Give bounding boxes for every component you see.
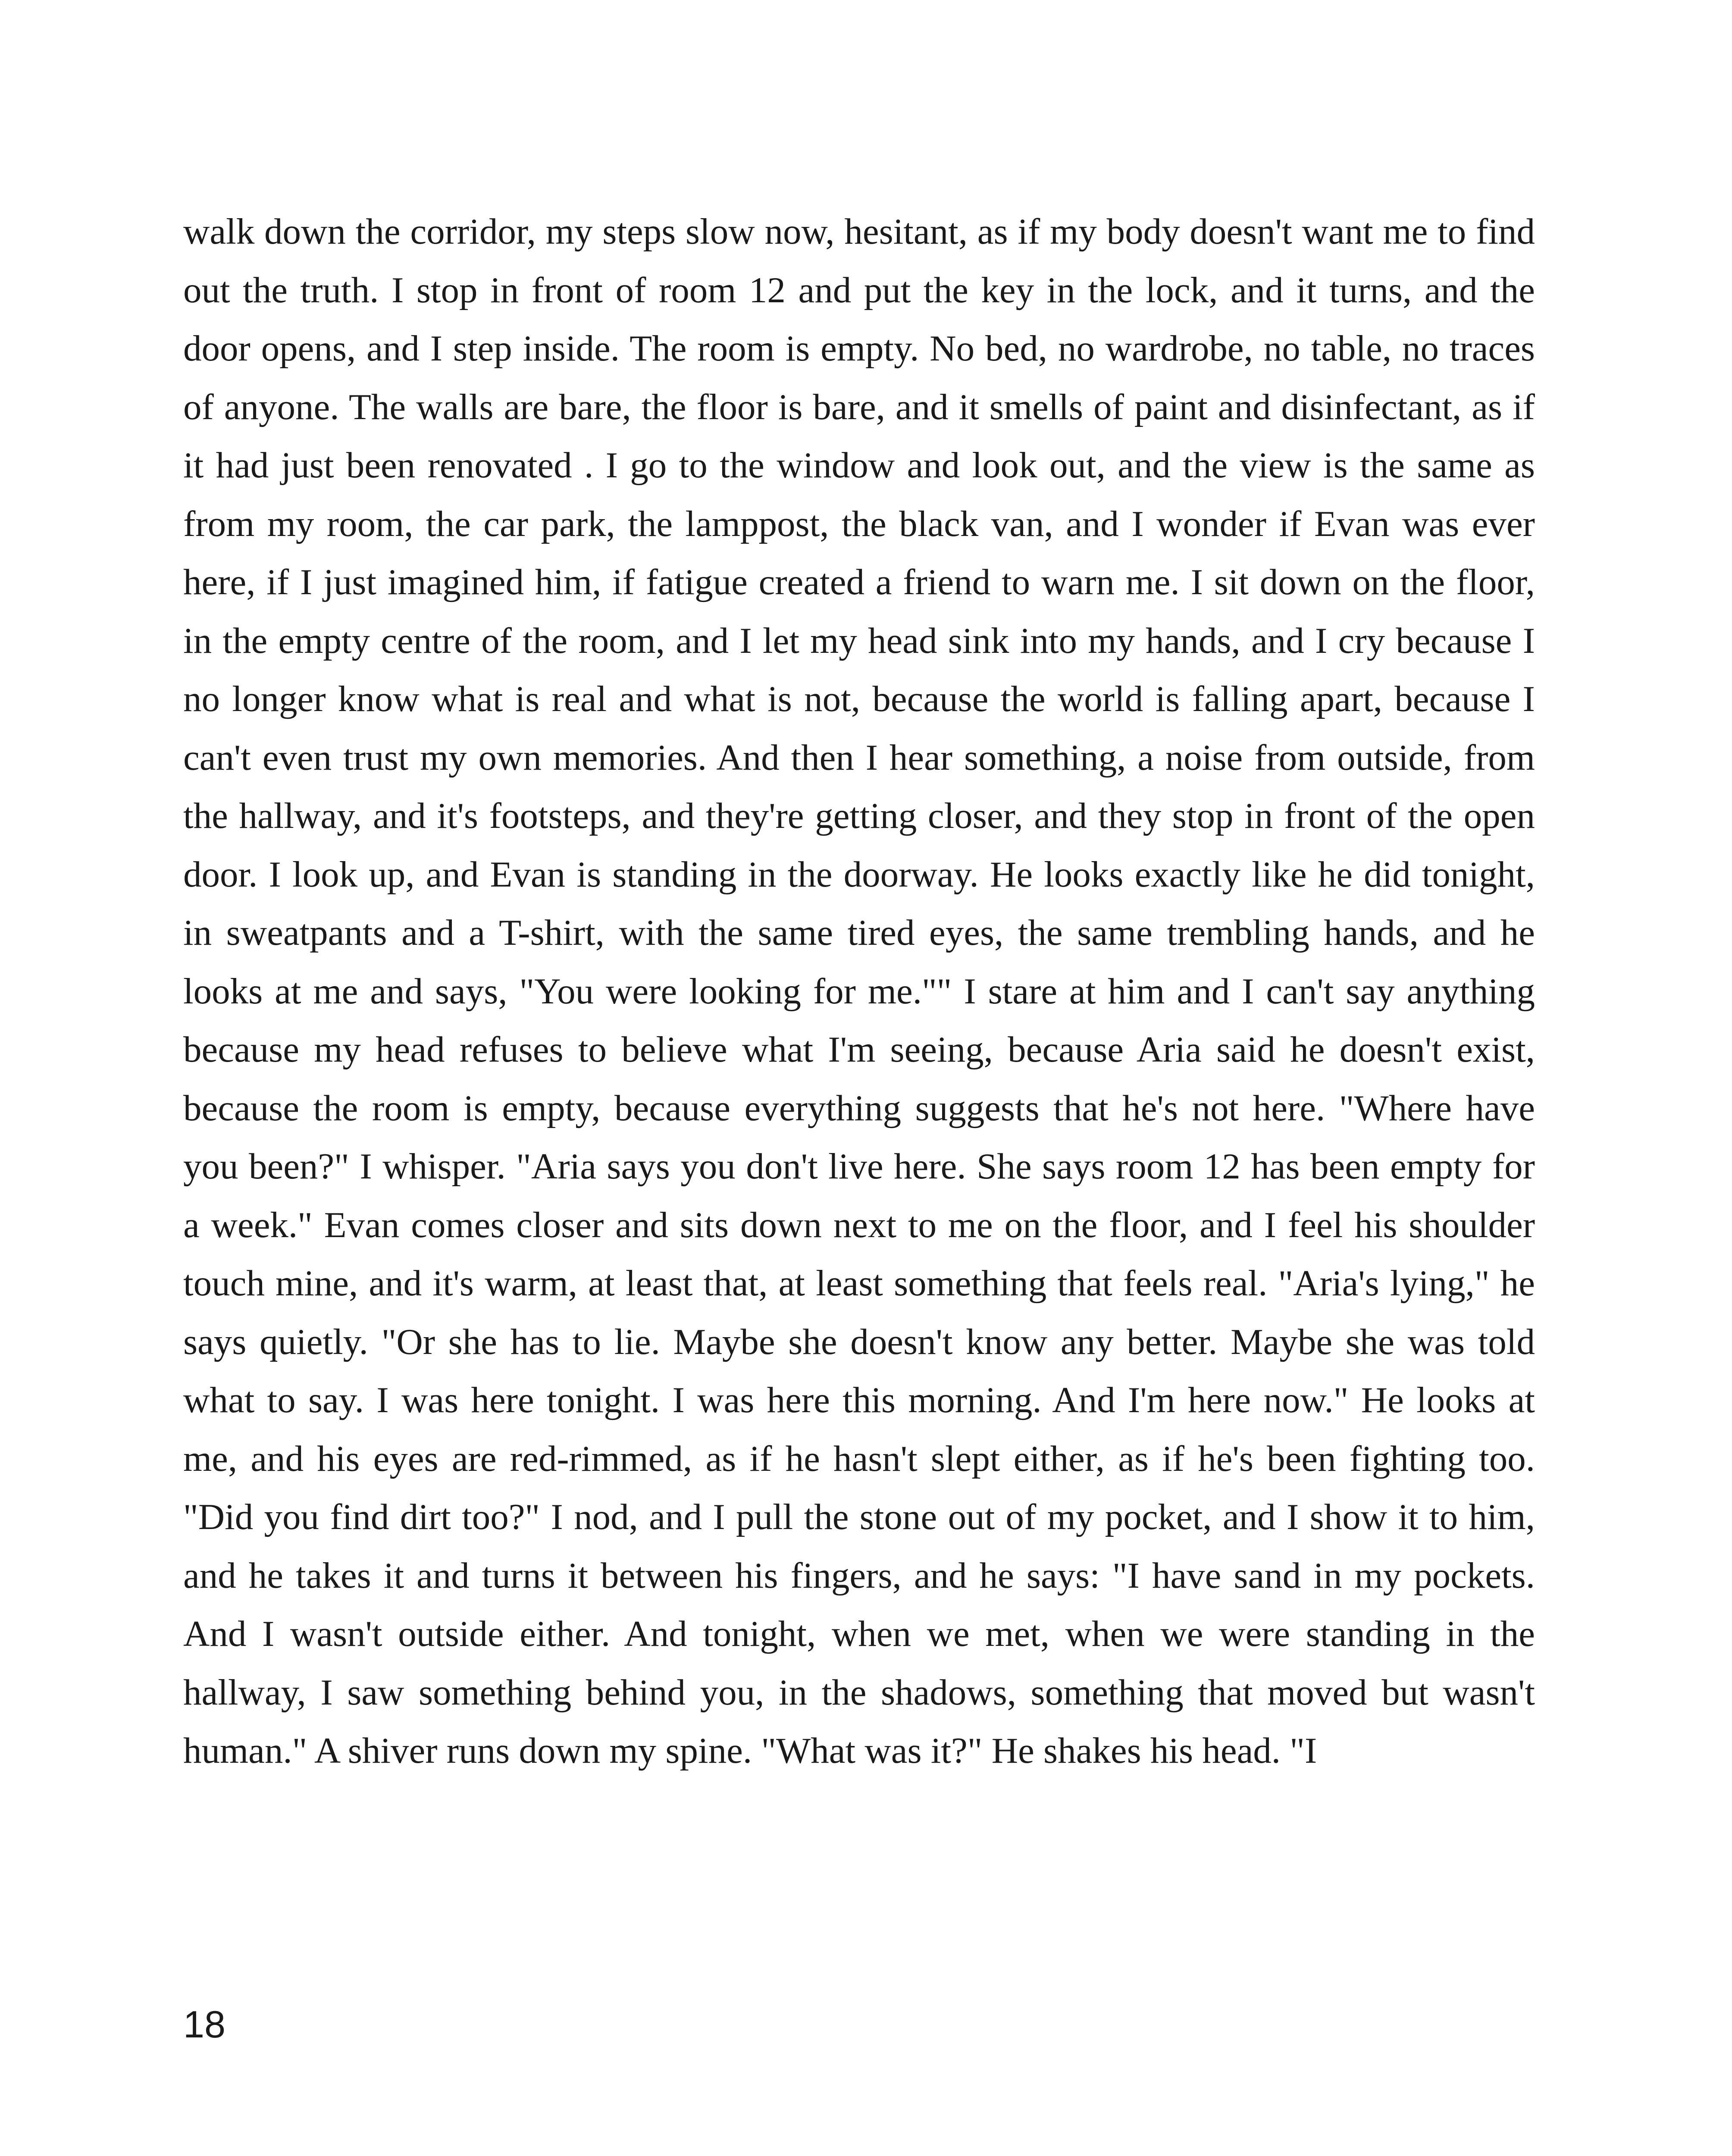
page-number: 18: [183, 2003, 226, 2046]
body-text: walk down the corridor, my steps slow now, hesitant, as if my body doesn't want me to find out the truth. I stop in front of room 12 and put the key in the lock, and it turns, and the door opens, and I step inside. The room is empty. No bed, no wardrobe, no table, no traces of anyone. The walls are bare, the floor is bare, and it smells of paint and disinfectant, as if it had just been renovated . I go to the window and look out, and the view is the same as from my room, the car park, the lamppost, the black van, and I wonder if Evan was ever here, if I just imagined him, if fatigue created a friend to warn me. I sit down on the floor, in the empty centre of the room, and I let my head sink into my hands, and I cry because I no longer know what is real and what is not, because the world is falling apart, because I can't even trust my own memories. And then I hear something, a noise from outside, from the hallway, and it's footsteps, and they're getting closer, and they stop in front of the open door. I look up, and Evan is standing in the doorway. He looks exactly like he did tonight, in sweatpants and a T-shirt, with the same tired eyes, the same trembling hands, and he looks at me and says, "You were looking for me."" I stare at him and I can't say anything because my head refuses to believe what I'm seeing, because Aria said he doesn't exist, because the room is empty, because everything suggests that he's not here. "Where have you been?" I whisper. "Aria says you don't live here. She says room 12 has been empty for a week." Evan comes closer and sits down next to me on the floor, and I feel his shoulder touch mine, and it's warm, at least that, at least something that feels real. "Aria's lying," he says quietly. "Or she has to lie. Maybe she doesn't know any better. Maybe she was told what to say. I was here tonight. I was here this morning. And I'm here now." He looks at me, and his eyes are red-rimmed, as if he hasn't slept either, as if he's been fighting too. "Did you find dirt too?" I nod, and I pull the stone out of my pocket, and I show it to him, and he takes it and turns it between his fingers, and he says: "I have sand in my pockets. And I wasn't outside either. And tonight, when we met, when we were standing in the hallway, I saw something behind you, in the shadows, something that moved but wasn't human." A shiver runs down my spine. "What was it?" He shakes his head. "I: [183, 211, 1535, 1771]
